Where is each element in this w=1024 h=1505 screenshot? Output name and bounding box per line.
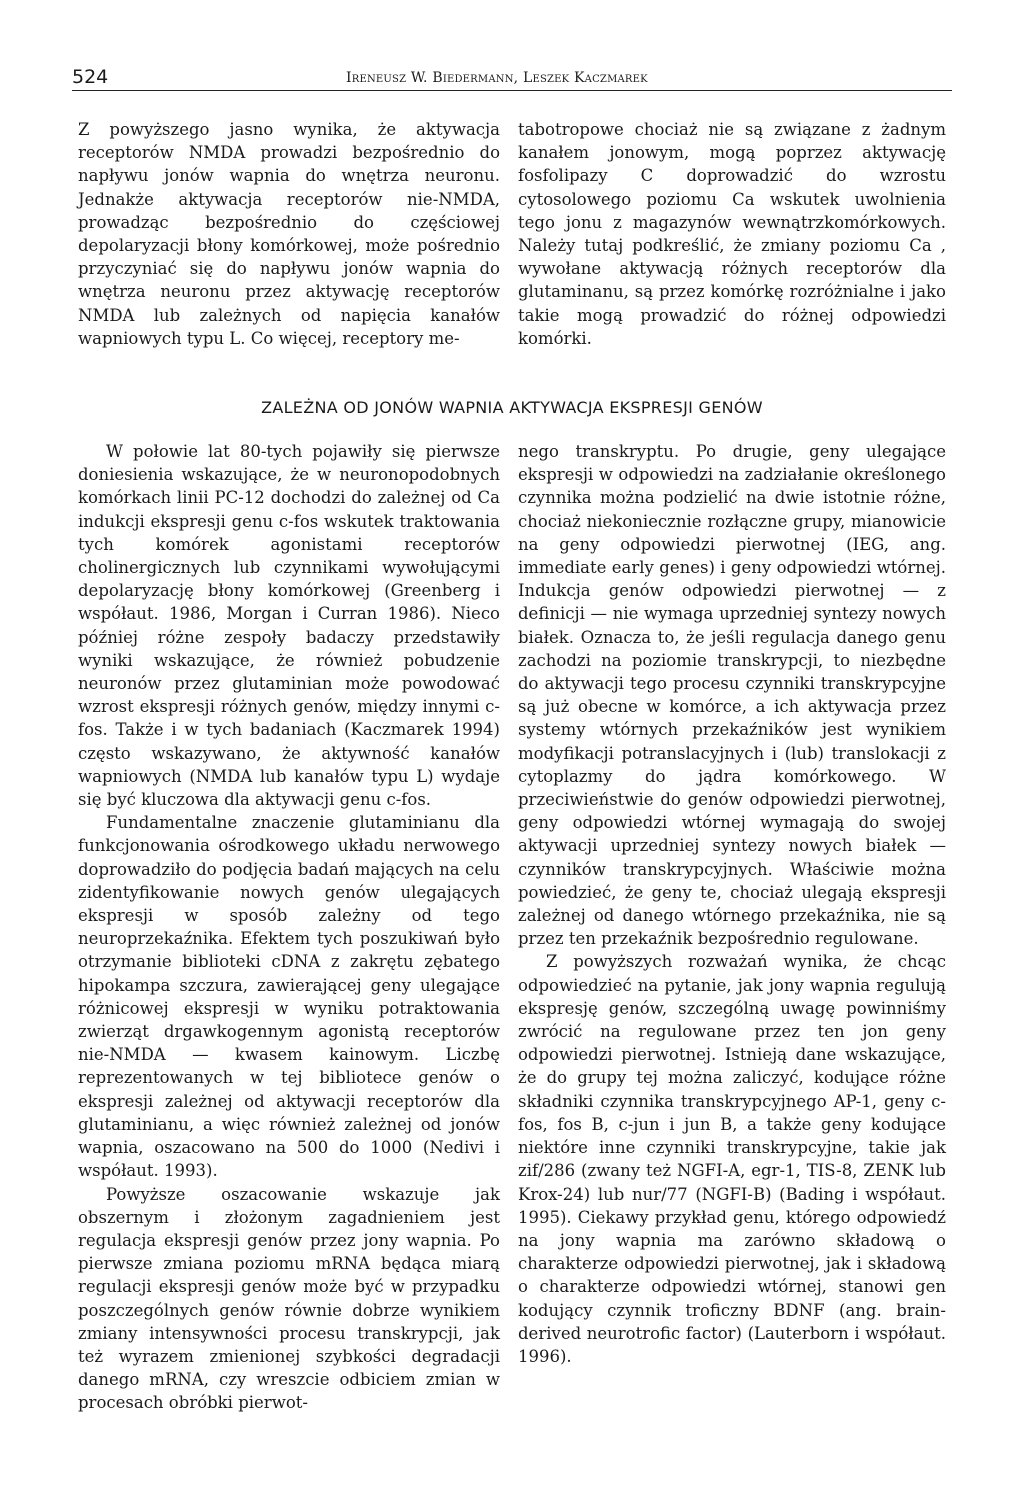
- header-rule: [72, 90, 952, 91]
- left-column: [78, 440, 500, 1415]
- paragraph: W połowie lat 80-tych pojawiły się pierwsze doniesienia wskazujące, że w neuronopodobnych komórkach linii PC-12 dochodzi do zależnej od Ca indukcji ekspresji genu c-fos wskutek traktowania tych komórek agonistami receptorów cholinergicznych lub czynnikami wywołującymi depolaryzację błony komórkowej (Greenberg i współaut. 1986, Morgan i Curran 1986). Nieco później różne zespoły badaczy przedstawiły wyniki wskazujące, że również pobudzenie neuronów przez glutaminian może powodować wzrost ekspresji różnych genów, między innymi c-fos. Także i w tych badaniach (Kaczmarek 1994) często wskazywano, że aktywność kanałów wapniowych (NMDA lub kanałów typu L) wydaje się być kluczowa dla aktywacji genu c-fos.: [78, 442, 500, 810]
- paragraph: tabotropowe chociaż nie są związane z żadnym kanałem jonowym, mogą poprzez aktywację fosfolipazy C doprowadzić do wzrostu cytosolowego poziomu Ca wskutek uwolnienia tego jonu z magazynów wewnątrzkomórkowych. Należy tutaj podkreślić, że zmiany poziomu Ca , wywołane aktywacją różnych receptorów dla glutaminanu, są przez komórkę rozróżnialne i jako takie mogą prowadzić do różnej odpowiedzi komórki.: [518, 120, 946, 348]
- page-number: 524: [72, 66, 109, 88]
- paragraph: Z powyższego jasno wynika, że aktywacja receptorów NMDA prowadzi bezpośrednio do napływu jonów wapnia do wnętrza neuronu. Jednakże aktywacja receptorów nie-NMDA, prowadząc bezpośrednio do częściowej depolaryzacji błony komórkowej, może pośrednio przyczyniać się do napływu jonów wapnia do wnętrza neuronu przez aktywację receptorów NMDA lub zależnych od napięcia kanałów wapniowych typu L. Co więcej, receptory me-: [78, 120, 500, 348]
- page-header: [72, 66, 952, 90]
- running-head: Ireneusz W. Biedermann, Leszek Kaczmarek: [346, 70, 648, 86]
- paragraph: nego transkryptu. Po drugie, geny ulegające ekspresji w odpowiedzi na zadziałanie określonego czynnika można podzielić na dwie istotnie różne, chociaż niekoniecznie rozłączne grupy, mianowicie na geny odpowiedzi pierwotnej (IEG, ang. immediate early genes) i geny odpowiedzi wtórnej. Indukcja genów odpowiedzi pierwotnej — z definicji — nie wymaga uprzedniej syntezy nowych białek. Oznacza to, że jeśli regulacja danego genu zachodzi na poziomie transkrypcji, to niezbędne do aktywacji tego procesu czynniki transkrypcyjne są już obecne w komórce, a ich aktywacja przez systemy wtórnych przekaźników jest wynikiem modyfikacji potranslacyjnych i (lub) translokacji z cytoplazmy do jądra komórkowego. W przeciwieństwie do genów odpowiedzi pierwotnej, geny odpowiedzi wtórnej wymagają do swojej aktywacji uprzedniej syntezy nowych białek — czynników transkrypcyjnych. Właściwie można powiedzieć, że geny te, chociaż ulegają ekspresji zależnej od danego wtórnego przekaźnika, nie są przez ten przekaźnik bezpośrednio regulowane.: [518, 442, 946, 949]
- paragraph: Z powyższych rozważań wynika, że chcąc odpowiedzieć na pytanie, jak jony wapnia regulują ekspresję genów, szczególną uwagę powinniśmy zwrócić na regulowane przez ten jon geny odpowiedzi pierwotnej. Istnieją dane wskazujące, że do grupy tej można zaliczyć, kodujące różne składniki czynnika transkrypcyjnego AP-1, geny c-fos, fos B, c-jun i jun B, a także geny kodujące niektóre inne czynniki transkrypcyjne, takie jak zif/286 (zwany też NGFI-A, egr-1, TIS-8, ZENK lub Krox-24) lub nur/77 (NGFI-B) (Bading i współaut. 1995). Ciekawy przykład genu, którego odpowiedź na jony wapnia ma zarówno składową o charakterze odpowiedzi pierwotnej, jak i składową o charakterze odpowiedzi wtórnej, stanowi gen kodujący czynnik troficzny BDNF (ang. brain-derived neurotrofic factor) (Lauterborn i współaut. 1996).: [518, 952, 946, 1366]
- paragraph: Powyższe oszacowanie wskazuje jak obszernym i złożonym zagadnieniem jest regulacja ekspresji genów przez jony wapnia. Po pierwsze zmiana poziomu mRNA będąca miarą regulacji ekspresji genów może być w przypadku poszczególnych genów równie dobrze wynikiem zmiany intensywności procesu transkrypcji, jak też wyrazem zmienionej szybkości degradacji danego mRNA, czy wreszcie odbiciem zmian w procesach obróbki pierwot-: [78, 1184, 500, 1413]
- top-right-column: [518, 118, 946, 350]
- paragraph: Fundamentalne znaczenie glutaminianu dla funkcjonowania ośrodkowego układu nerwowego doprowadziło do podjęcia badań mających na celu zidentyfikowanie nowych genów ulegających ekspresji w sposób zależny od tego neuroprzekaźnika. Efektem tych poszukiwań było otrzymanie biblioteki cDNA z zakrętu zębatego hipokampa szczura, zawierającej geny ulegające różnicowej ekspresji w wyniku potraktowania zwierząt drgawkogennym agonistą receptorów nie-NMDA — kwasem kainowym. Liczbę reprezentowanych w tej bibliotece genów o ekspresji zależnej od aktywacji receptorów dla glutaminianu, a więc również zależnej od jonów wapnia, oszacowano na 500 do 1000 (Nedivi i współaut. 1993).: [78, 813, 500, 1181]
- section-title: ZALEŻNA OD JONÓW WAPNIA AKTYWACJA EKSPRESJI GENÓW: [261, 398, 763, 417]
- right-column: [518, 440, 946, 1368]
- top-left-column: [78, 118, 500, 350]
